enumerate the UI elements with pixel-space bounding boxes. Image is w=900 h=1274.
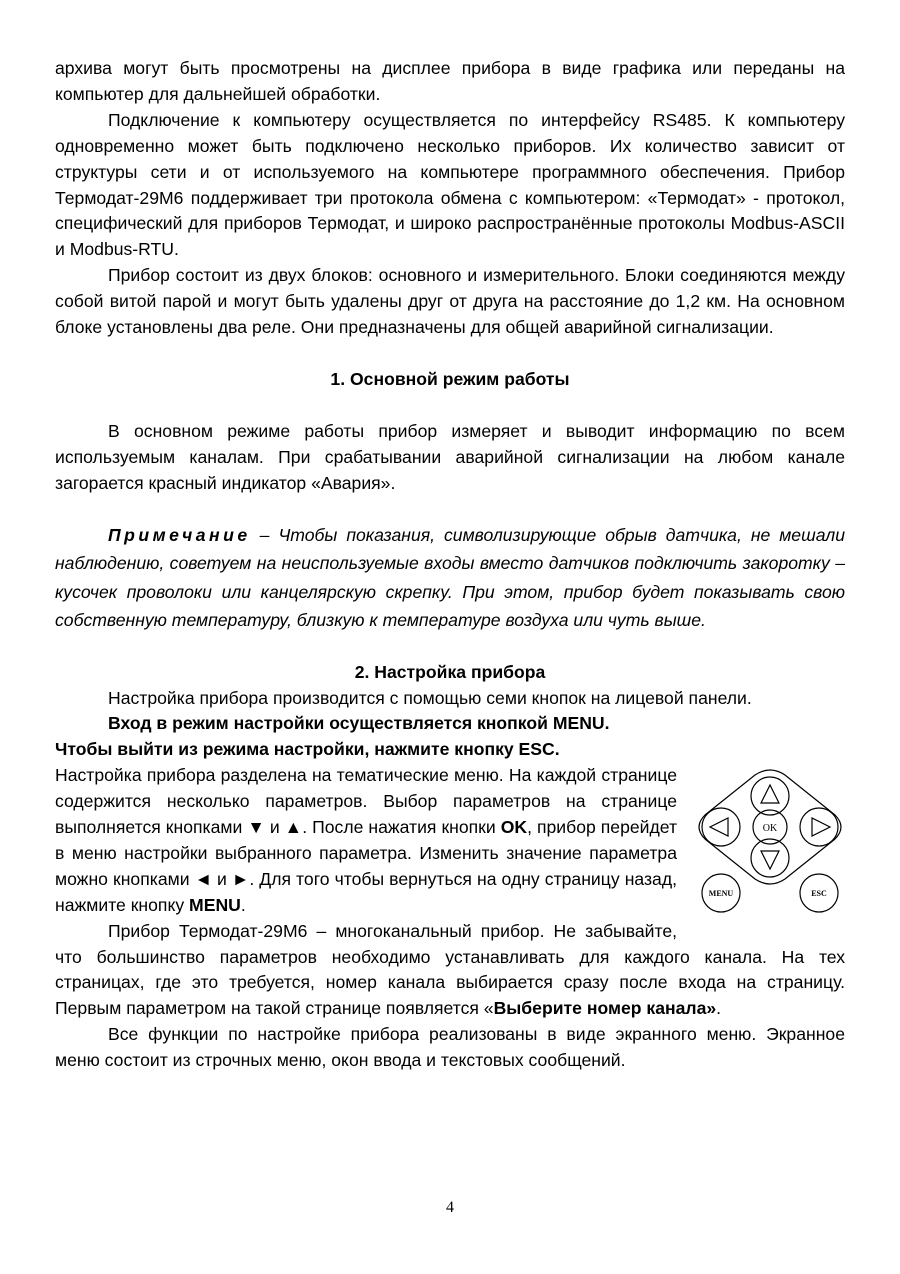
paragraph-main-mode: В основном режиме работы прибор измеряет и выводит информацию по всем используемым каналам. При срабатывании аварийной сигнализации на любом канале загорается красный индикатор «Авария». [55, 420, 845, 493]
up-button[interactable] [751, 777, 789, 815]
paragraph-exit-setup: Чтобы выйти из режима настройки, нажмите кнопку ESC. [55, 739, 560, 760]
document-page [55, 56, 845, 1074]
paragraph-archive: архива могут быть просмотрены на дисплее прибора в виде графика или переданы на компьютер для дальнейшей обработки. [55, 58, 845, 104]
left-arrow-icon [710, 818, 728, 836]
note-paragraph [55, 521, 845, 635]
paragraph-multichannel: Прибор Термодат-29М6 – многоканальный прибор. Не забывайте, что большинство параметров необходимо устанавливать для каждого канала. На тех страницах, где это требуется, номер канала выбирается сразу после входа на страницу. Первым параметром на такой странице появляется «Выберите номер канала». [55, 920, 845, 1019]
paragraph-connection: Подключение к компьютеру осуществляется по интерфейсу RS485. К компьютеру одновременно может быть подключено несколько приборов. Их количество зависит от структуры сети и от используемого на компьютере программного обеспечения. Прибор Термодат-29М6 поддерживает три протокола обмена с компьютером: «Термодат» - протокол, специфический для приборов Термодат, и широко распространённые протоколы Modbus-ASCII и Modbus-RTU. [55, 109, 845, 260]
note-label: Примечание [108, 524, 251, 545]
page-number: 4 [446, 1199, 454, 1216]
paragraph-screen-menu: Все функции по настройке прибора реализованы в виде экранного меню. Экранное меню состоит из строчных меню, окон ввода и текстовых сообщений. [55, 1024, 845, 1071]
esc-label: ESC [811, 889, 827, 899]
paragraph-enter-setup: Вход в режим настройки осуществляется кнопкой MENU. [108, 713, 610, 734]
note-text: – Чтобы показания, символизирующие обрыв датчика, не мешали наблюдению, советуем на неиспользуемые входы вместо датчиков подключить закоротку – кусочек проволоки или канцелярскую скрепку. При этом, прибор будет показывать свою собственную температуру, близкую к температуре воздуха или чуть выше. [55, 524, 845, 631]
paragraph-blocks: Прибор состоит из двух блоков: основного и измерительного. Блоки соединяются между собой витой парой и могут быть удалены друг от друга на расстояние до 1,2 км. На основном блоке установлены два реле. Они предназначены для общей аварийной сигнализации. [55, 265, 845, 338]
keypad-diagram [695, 767, 845, 929]
right-arrow-icon [812, 818, 830, 836]
paragraph-menus: Настройка прибора разделена на тематические меню. На каждой странице содержится несколько параметров. Выбор параметров на странице выполняется кнопками ▼ и ▲. После нажатия кнопки OK, прибор перейдет в меню настройки выбранного параметра. Изменить значение параметра можно кнопками ◄ и ►. Для того чтобы вернуться на одну страницу назад, нажмите кнопку MENU. [55, 765, 677, 915]
paragraph-setup-buttons: Настройка прибора производится с помощью семи кнопок на лицевой панели. [108, 687, 752, 708]
menu-label: MENU [708, 889, 734, 899]
down-arrow-icon [761, 851, 779, 869]
section-heading-setup: 2. Настройка прибора [354, 661, 546, 682]
section-heading-main-mode: 1. Основной режим работы [330, 368, 570, 389]
up-arrow-icon [761, 785, 779, 803]
keypad-section [55, 763, 845, 1022]
down-button[interactable] [751, 839, 789, 877]
left-button[interactable] [702, 808, 740, 846]
ok-label: OK [762, 823, 778, 835]
right-button[interactable] [800, 808, 838, 846]
